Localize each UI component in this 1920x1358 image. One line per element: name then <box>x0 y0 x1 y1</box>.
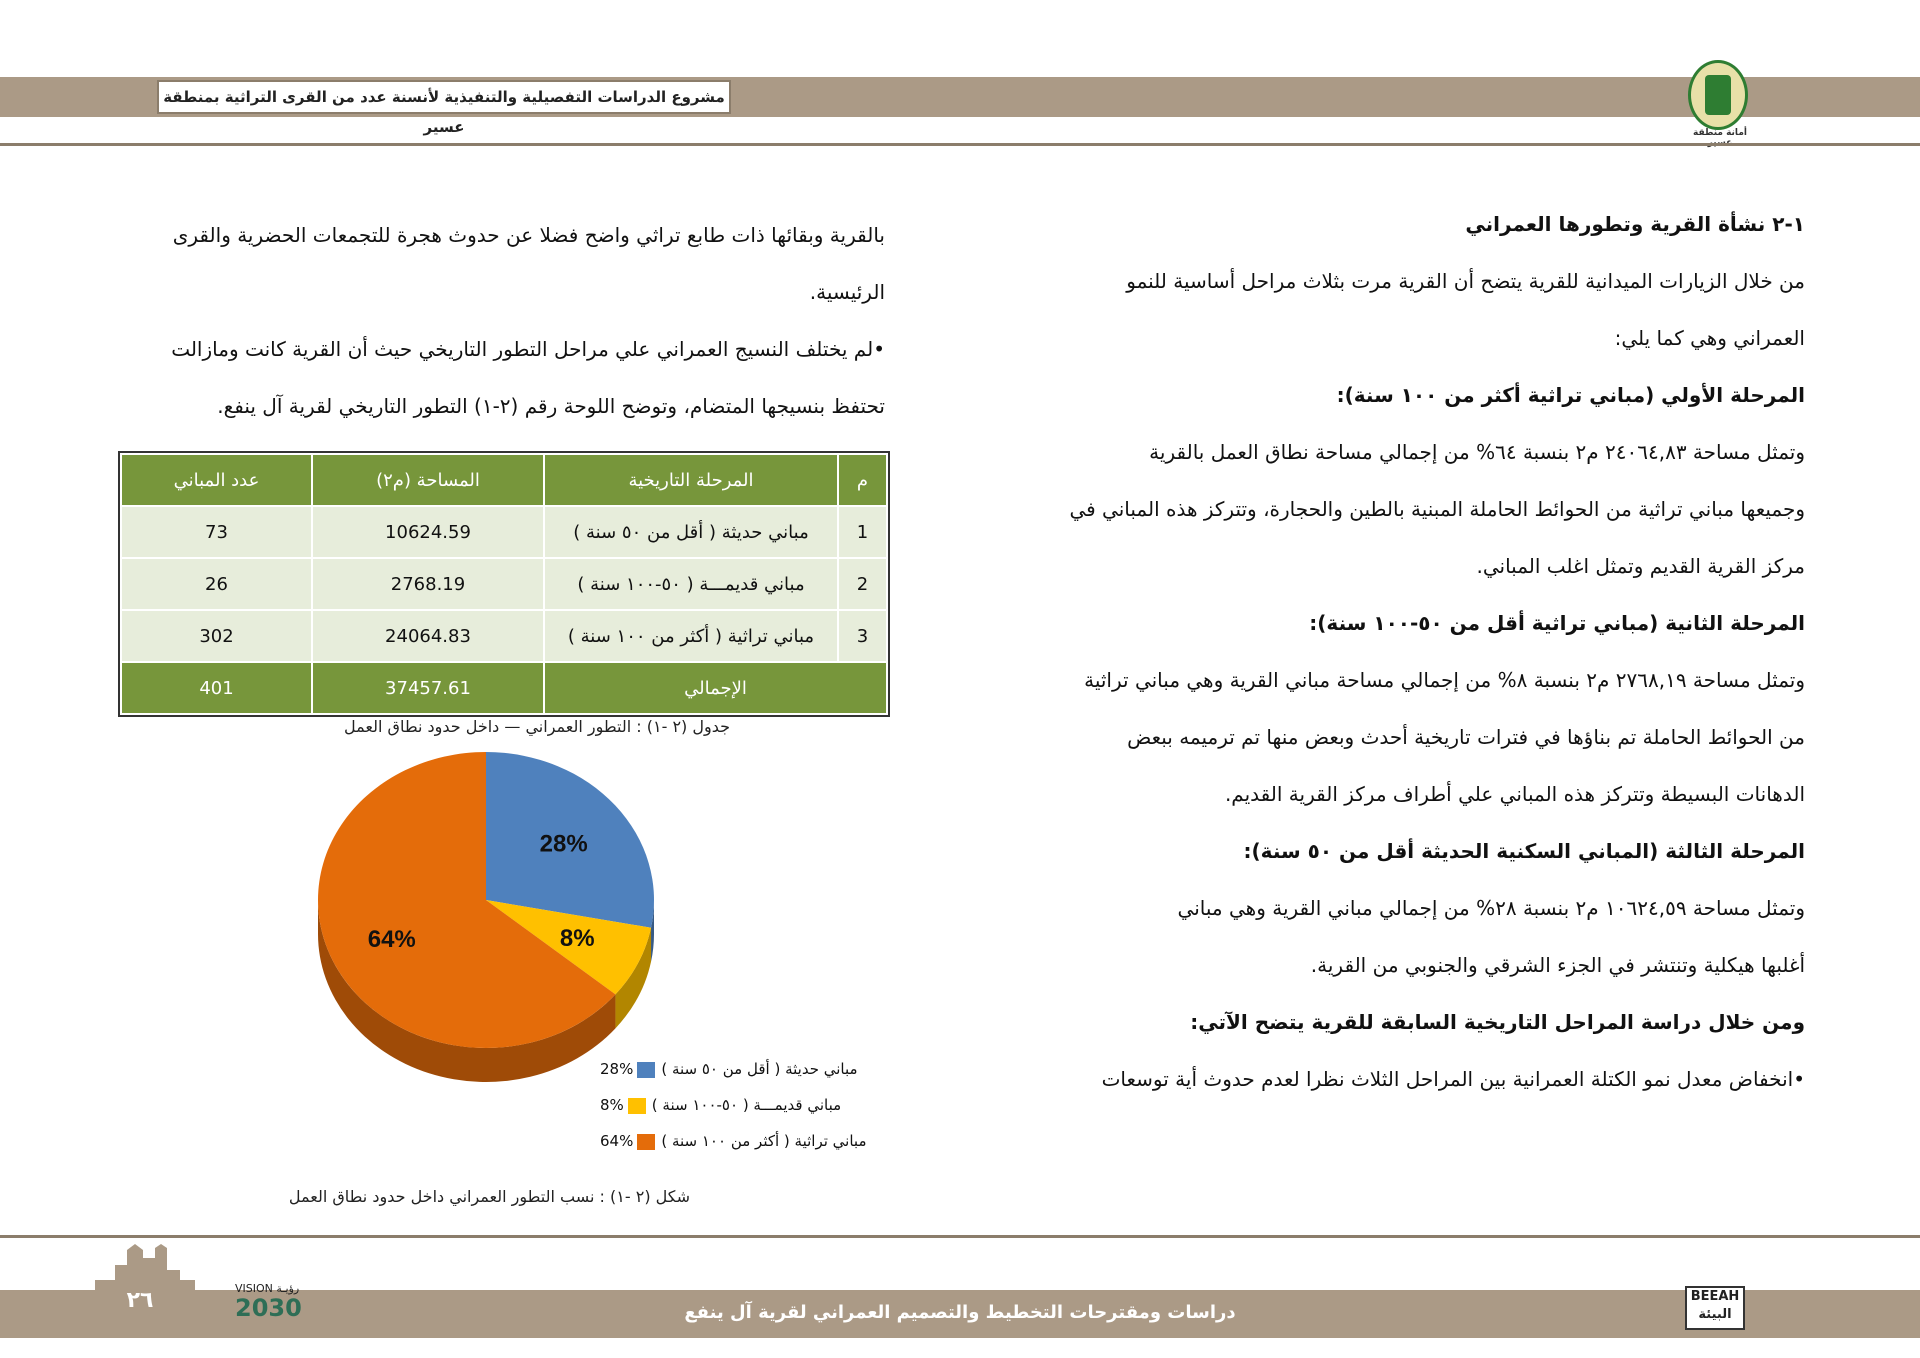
legend-label: مباني حديثة ( أقل من ٥٠ سنة ) <box>661 1060 858 1078</box>
row-index: 1 <box>838 506 887 558</box>
phase3-line: وتمثل مساحة ١٠٦٢٤,٥٩ م٢ بنسبة ٢٨% من إجمالي مباني القرية وهي مباني <box>1177 896 1805 920</box>
legend-item <box>600 1096 880 1132</box>
table-row <box>121 558 887 610</box>
phase2-line: وتمثل مساحة ٢٧٦٨,١٩ م٢ بنسبة ٨% من إجمالي مساحة مباني القرية وهي مباني تراثية <box>1084 668 1805 692</box>
column-header: م <box>838 454 887 506</box>
legend-label: مباني تراثية ( أكثر من ١٠٠ سنة ) <box>661 1132 867 1150</box>
legend-pct: 28% <box>600 1060 634 1078</box>
column-header: المرحلة التاريخية <box>544 454 838 506</box>
asir-municipality-logo <box>1688 60 1748 130</box>
intro-line: العمراني وهي كما يلي: <box>1614 326 1805 350</box>
beeah-logo: BEEAH البيئة <box>1685 1286 1745 1330</box>
area-cell: 24064.83 <box>312 610 544 662</box>
left-column <box>95 207 885 435</box>
intro-line: من خلال الزيارات الميدانية للقرية يتضح أن القرية مرت بثلاث مراحل أساسية للنمو <box>1126 269 1805 293</box>
legend-swatch <box>637 1134 655 1150</box>
section-title: ١-٢ نشأة القرية وتطورها العمراني <box>1465 212 1805 236</box>
total-area: 37457.61 <box>312 662 544 714</box>
count-cell: 302 <box>121 610 312 662</box>
legend-item <box>600 1060 880 1096</box>
row-index: 2 <box>838 558 887 610</box>
chart-caption: شكل (٢ -١) : نسب التطور العمراني داخل حدود نطاق العمل <box>288 1187 690 1206</box>
text-line: بالقرية وبقائها ذات طابع تراثي واضح فضلا عن حدوث هجرة للتجمعات الحضرية والقرى <box>172 223 885 247</box>
column-header: عدد المباني <box>121 454 312 506</box>
pie-data-label: 8% <box>559 924 595 952</box>
area-cell: 10624.59 <box>312 506 544 558</box>
count-cell: 26 <box>121 558 312 610</box>
phase-cell: مباني حديثة ( أقل من ٥٠ سنة ) <box>544 506 838 558</box>
count-cell: 73 <box>121 506 312 558</box>
pie-data-label: 28% <box>539 830 588 858</box>
phase2-title: المرحلة الثانية (مباني تراثية أقل من ٥٠-١٠٠ سنة): <box>1309 611 1805 635</box>
area-cell: 2768.19 <box>312 558 544 610</box>
phase1-line: وتمثل مساحة ٢٤٠٦٤,٨٣ م٢ بنسبة ٦٤% من إجمالي مساحة نطاق العمل بالقرية <box>1149 440 1805 464</box>
phase1-line: مركز القرية القديم وتمثل اغلب المباني. <box>1476 554 1805 578</box>
phase-cell: مباني قديمـــة ( ٥٠-١٠٠ سنة ) <box>544 558 838 610</box>
table-row <box>121 610 887 662</box>
project-title: مشروع الدراسات التفصيلية والتنفيذية لأنسنة عدد من القرى التراثية بمنطقة عسير <box>157 80 731 114</box>
table-caption: جدول (٢ -١) : التطور العمراني — داخل حدود نطاق العمل <box>344 717 730 736</box>
phase1-title: المرحلة الأولي (مباني تراثية أكثر من ١٠٠ سنة): <box>1336 383 1805 407</box>
legend-swatch <box>628 1098 646 1114</box>
footer-title: دراسات ومقترحات التخطيط والتصميم العمراني لقرية آل ينفع <box>684 1302 1236 1323</box>
phase2-line: الدهانات البسيطة وتتركز هذه المباني علي أطراف مركز القرية القديم. <box>1224 782 1805 806</box>
phase2-line: من الحوائط الحاملة تم بناؤها في فترات تاريخية أحدث وبعض منها تم ترميمه ببعض <box>1127 725 1805 749</box>
legend-pct: 8% <box>600 1096 624 1114</box>
bullet-item: •انخفاض معدل نمو الكتلة العمرانية بين المراحل الثلاث نظرا لعدم حدوث أية توسعات <box>1101 1067 1805 1091</box>
phase1-line: وجميعها مباني تراثية من الحوائط الحاملة المبنية بالطين والحجارة، وتتركز هذه المباني في <box>1069 497 1805 521</box>
bullet-item: •لم يختلف النسيج العمراني علي مراحل التطور التاريخي حيث أن القرية كانت ومازالت <box>171 337 885 361</box>
page-number: ٢٦ <box>126 1288 154 1313</box>
table-row <box>121 506 887 558</box>
vision-label: VISION رؤيـة <box>235 1282 300 1295</box>
total-count: 401 <box>121 662 312 714</box>
legend-swatch <box>637 1062 655 1078</box>
table-header-row <box>121 454 887 506</box>
legend-item <box>600 1132 880 1168</box>
vision-2030-logo <box>235 1282 330 1330</box>
vision-year: 2030 <box>235 1294 302 1322</box>
text-line: تحتفظ بنسيجها المتضام، وتوضح اللوحة رقم (٢-١) التطور التاريخي لقرية آل ينفع. <box>217 394 885 418</box>
header-divider <box>0 143 1920 146</box>
total-label: الإجمالي <box>544 662 887 714</box>
right-column <box>1010 196 1805 1108</box>
table-total-row <box>121 662 887 714</box>
column-header: المساحة (م٢) <box>312 454 544 506</box>
development-table <box>118 451 890 717</box>
pie-slices <box>318 752 654 1048</box>
text-line: الرئيسية. <box>809 280 885 304</box>
phase3-line: أغلبها هيكلية وتنتشر في الجزء الشرقي والجنوبي من القرية. <box>1310 953 1805 977</box>
phase-cell: مباني تراثية ( أكثر من ١٠٠ سنة ) <box>544 610 838 662</box>
legend-label: مباني قديمـــة ( ٥٠-١٠٠ سنة ) <box>651 1096 842 1114</box>
phase3-title: المرحلة الثالثة (المباني السكنية الحديثة أقل من ٥٠ سنة): <box>1243 839 1805 863</box>
pie-data-label: 64% <box>367 926 416 954</box>
legend-pct: 64% <box>600 1132 634 1150</box>
heritage-building-icon <box>95 1240 195 1292</box>
footer-divider <box>0 1235 1920 1238</box>
chart-legend <box>600 1060 880 1168</box>
row-index: 3 <box>838 610 887 662</box>
conclusion-title: ومن خلال دراسة المراحل التاريخية السابقة للقرية يتضح الآتي: <box>1190 1010 1805 1034</box>
logo-caption: أمانة منطقة <box>1693 128 1747 138</box>
pie-chart <box>250 745 730 1105</box>
